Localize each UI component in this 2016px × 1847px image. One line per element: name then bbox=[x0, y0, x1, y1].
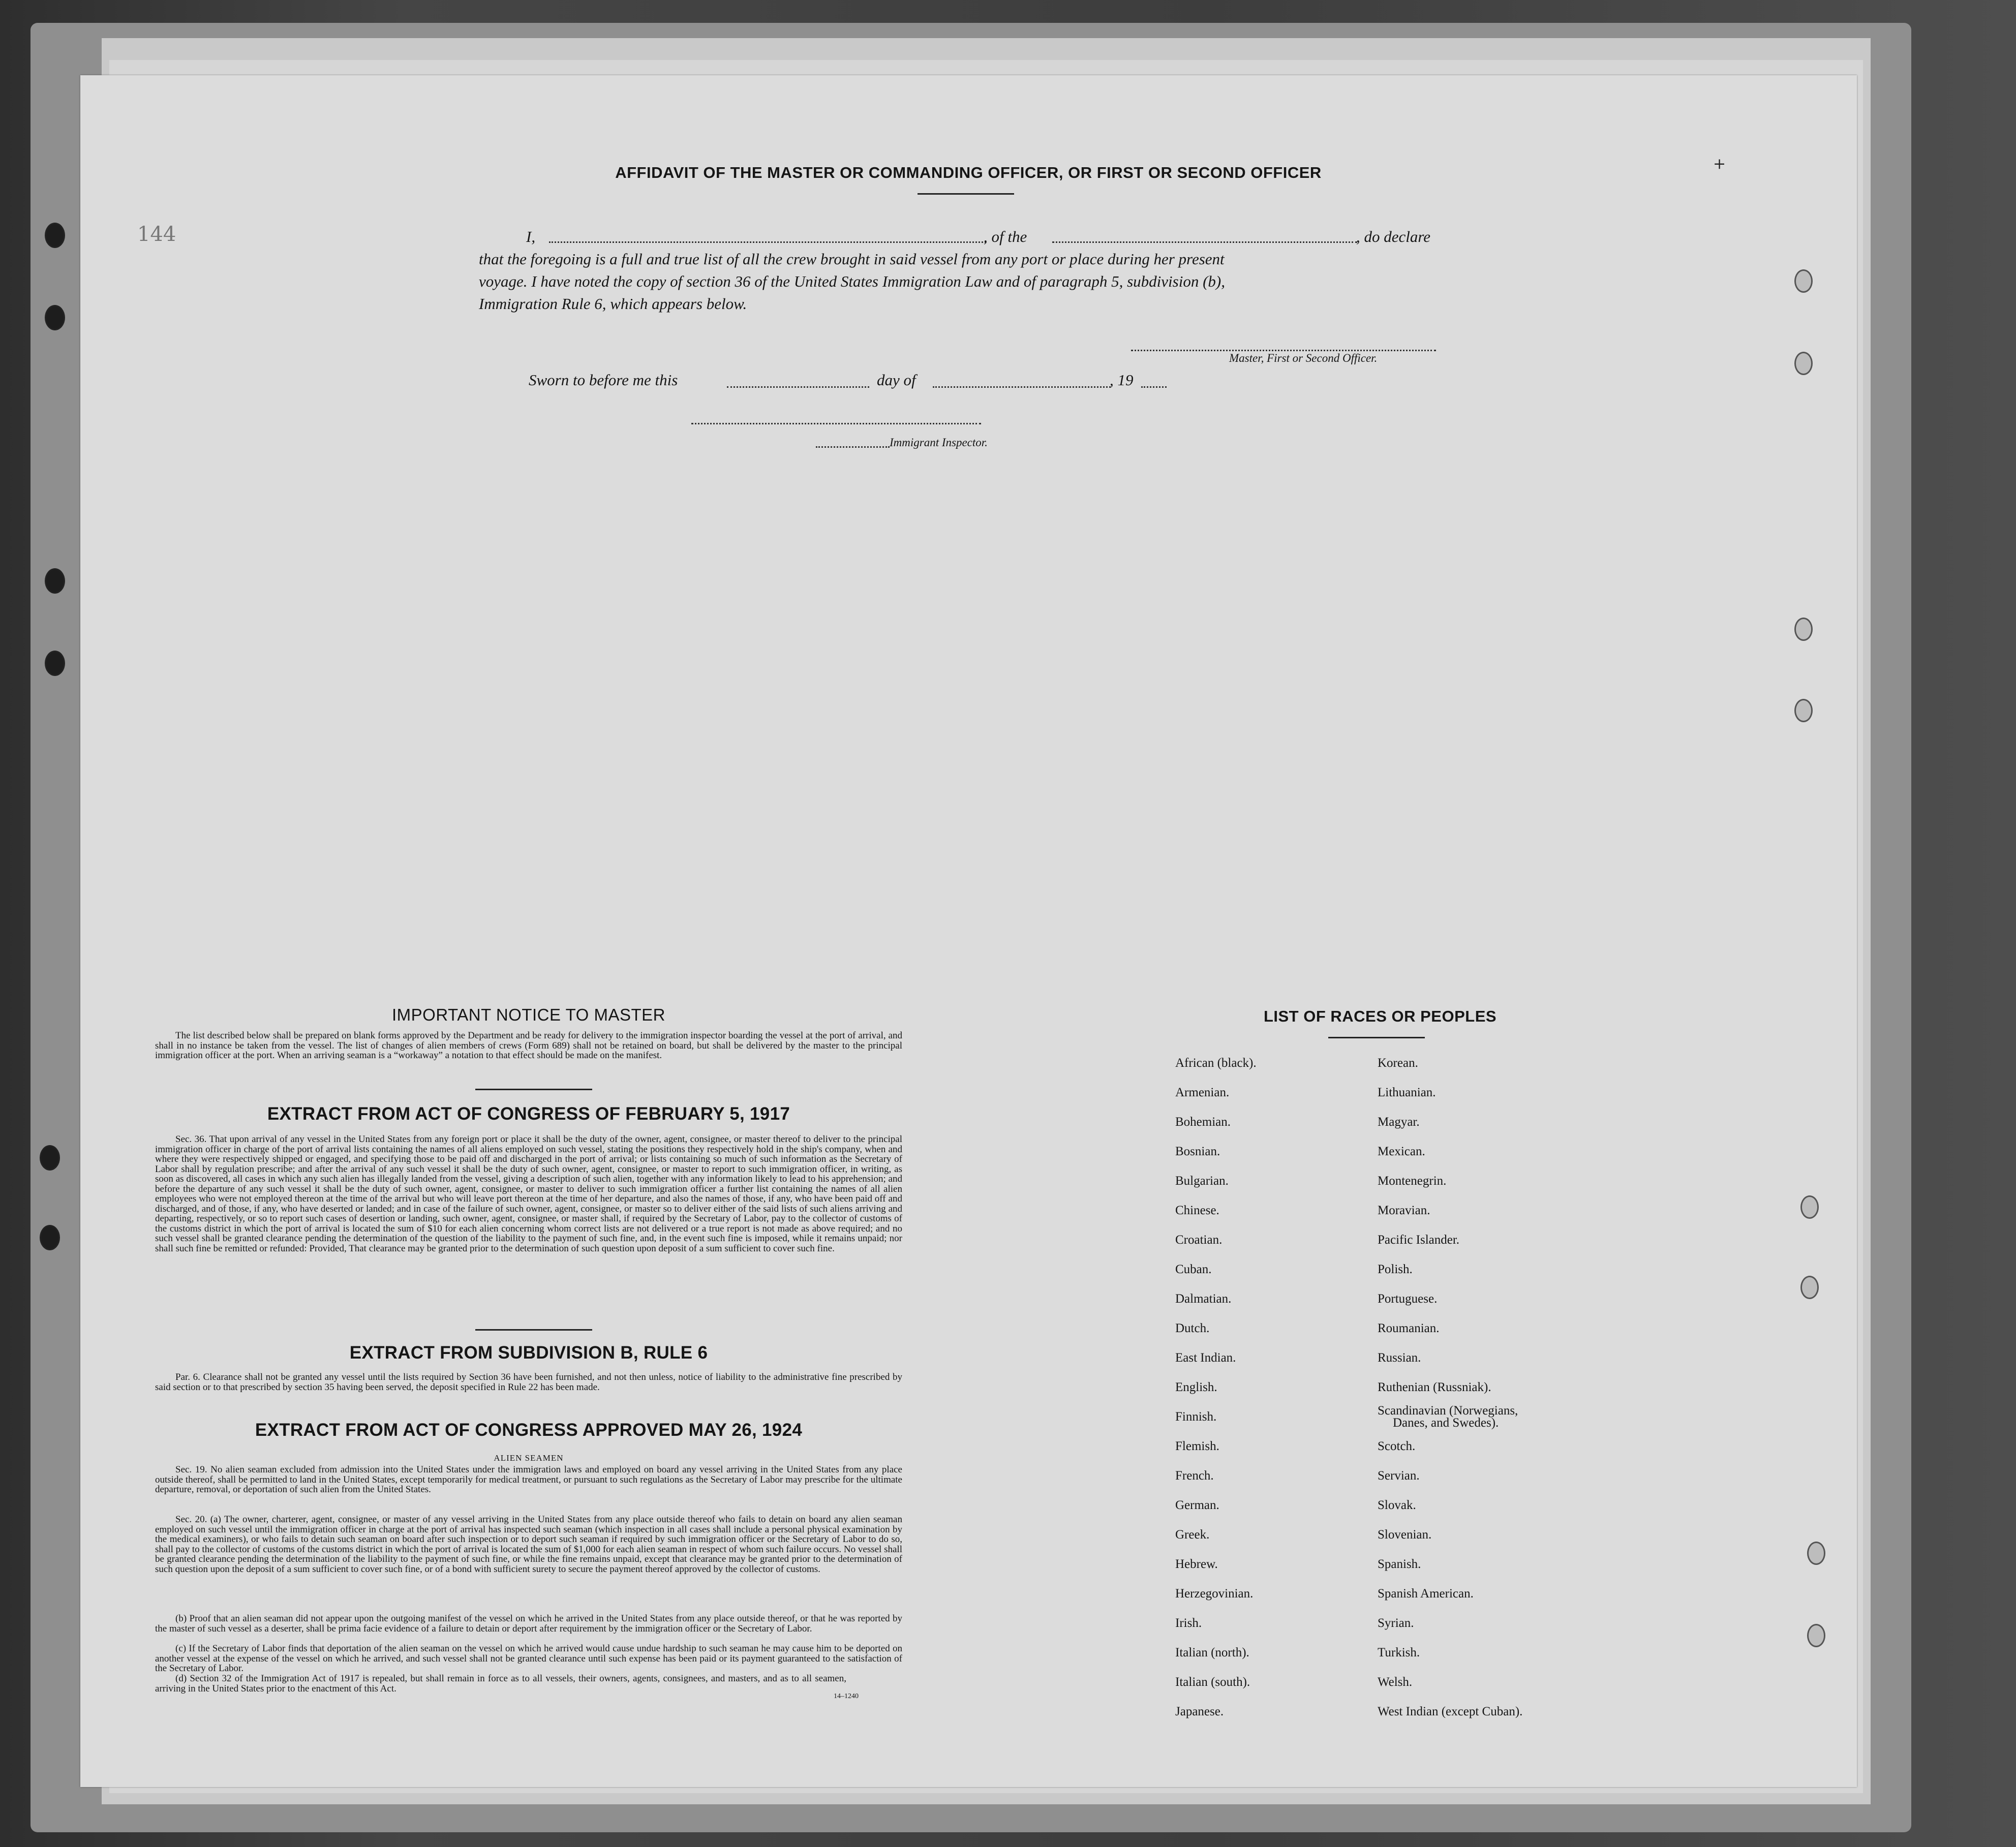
extract-1924-sec-20b: (b) Proof that an alien seaman did not appear upon the outgoing manifest of the vessel on which he arrived in the United States from any place outside thereof, or that he was reported by the master of such vessel as a deserter, shall be prima facie evidence of a failure to detain or deport after requirement by the immigration officer or the Secretary of Labor. bbox=[155, 1613, 902, 1634]
extract-1924-sec-19: Sec. 19. No alien seaman excluded from admission into the United States under the immigration laws and employed on board any vessel arriving in the United States from any place outside thereof, shall be permitted to land in the United States, except temporarily for medical treatment, or pursuant to such regulations as the Secretary of Labor may prescribe for the ultimate departure, removal, or deportation of such alien from the United States. bbox=[155, 1464, 902, 1495]
extract-1924-sec-20a: Sec. 20. (a) The owner, charterer, agent, consignee, or master of any vessel arriving in the United States from any place outside thereof who fails to detain on board any alien seaman employed on such vessel until the immigration officer in charge at the port of arrival has inspected such seaman (which inspection in all cases shall include a personal physical examination by the medical examiners), or who fails to detain such seaman on board after such inspection or to deport such seaman if required by such immigration officer or the Secretary of Labor to do so, shall pay to the collector of customs of the customs district in which the port of arrival is located the sum of $1,000 for each alien seaman in respect of whom such failure occurs. No vessel shall be granted clearance pending the determination of the liability to the payment of such fine, or while the fine remains unpaid, except that clearance may be granted prior to the determination of such question upon the deposit of a sum sufficient to cover such fine, or of a bond with sufficient surety to secure the payment thereof approved by the collector of customs. bbox=[155, 1514, 902, 1575]
race-left-item: Bulgarian. bbox=[1175, 1174, 1229, 1188]
corner-mark-icon: + bbox=[1713, 155, 1726, 173]
race-left-item: African (black). bbox=[1175, 1056, 1257, 1070]
race-left-item: Greek. bbox=[1175, 1528, 1210, 1542]
sworn-day-field[interactable] bbox=[727, 386, 869, 388]
sworn-year-field[interactable] bbox=[1141, 386, 1167, 388]
race-right-item: Mexican. bbox=[1378, 1145, 1425, 1158]
race-left-item: Croatian. bbox=[1175, 1233, 1223, 1247]
alien-seamen-heading: ALIEN SEAMEN bbox=[494, 1453, 564, 1463]
binder-ring-icon bbox=[45, 305, 65, 330]
master-signature-field[interactable] bbox=[1131, 350, 1436, 351]
notice-title: IMPORTANT NOTICE TO MASTER bbox=[391, 1005, 665, 1024]
form-number: 14–1240 bbox=[834, 1692, 859, 1700]
race-right-item: Moravian. bbox=[1378, 1204, 1430, 1217]
races-title-divider bbox=[1328, 1037, 1425, 1038]
section-divider bbox=[475, 1329, 592, 1331]
extract-1917-title: EXTRACT FROM ACT OF CONGRESS OF FEBRUARY 5, 1917 bbox=[267, 1104, 790, 1124]
race-left-item: East Indian. bbox=[1175, 1351, 1236, 1365]
binder-ring-icon bbox=[40, 1145, 60, 1171]
punch-hole-icon bbox=[1800, 1195, 1819, 1219]
punch-hole-icon bbox=[1794, 269, 1813, 293]
race-left-item: Armenian. bbox=[1175, 1086, 1230, 1099]
race-left-item: Bosnian. bbox=[1175, 1145, 1220, 1158]
rule-6-body: Par. 6. Clearance shall not be granted any vessel until the lists required by Section 36 have been furnished, and not then unless, notice of liability to the administrative fine prescribed by said section or to that prescribed by section 35 having been served, the deposit specified in Rule 22 has been made. bbox=[155, 1372, 902, 1393]
affidavit-of-the-label: , of the bbox=[984, 228, 1027, 245]
notice-body: The list described below shall be prepared on blank forms approved by the Department and be ready for delivery to the immigration inspector boarding the vessel at the port of arrival, and shall in no instance be taken from the vessel. The list of changes of alien members of crews (Form 689) shall not be retained on board, but shall be delivered by the master to the principal immigration officer at the port. When an arriving seaman is a “workaway” a notation to that effect should be made on the manifest. bbox=[155, 1030, 902, 1061]
binder-ring-icon bbox=[45, 223, 65, 248]
extract-1917-body: Sec. 36. That upon arrival of any vessel in the United States from any foreign port or place it shall be the duty of the owner, agent, consignee, or master thereof to deliver to the principal immigration officer in charge of the port of arrival lists containing the names of all aliens employed on such vessel, stating the positions they respectively hold in the ship's company, when and where they were respectively shipped or engaged, and specifying those to be paid off and discharged in the port of arrival; or lists containing so much of such information as the Secretary of Labor shall by regulation prescribe; and after the arrival of any such vessel it shall be the duty of such owner, agent, consignee, or master to report to such immigration officer, in writing, as soon as discovered, all cases in which any such alien has illegally landed from the vessel, giving a description of such alien, together with any information likely to lead to his apprehension; and before the departure of any such vessel it shall be the duty of such owner, agent, consignee, or master to deliver to such immigration officer a further list containing the names of all alien employees who were not employed thereon at the time of the arrival but who will leave port thereon at the time of her departure, and also the names of those, if any, who have been paid off and discharged, and of those, if any, who have deserted or landed; and in case of the failure of such owner, agent, consignee, or master so to deliver either of the said lists of such aliens arriving and departing, respectively, or so to report such cases of desertion or landing, such owner, agent, consignee, or master shall, if required by the Secretary of Labor, pay to the collector of customs of the customs district in which the port of arrival is located the sum of $10 for each alien concerning whom correct lists are not delivered or a true report is not made as above required; and no such vessel shall be granted clearance pending the determination of the question of the liability to the payment of such fine, and, in the event such fine is imposed, while it remains unpaid; nor shall such fine be remitted or refunded: Provided, That clearance may be granted prior to the determination of such question upon deposit of a sum sufficient to cover such fine. bbox=[155, 1134, 902, 1254]
race-right-item: Ruthenian (Russniak). bbox=[1378, 1380, 1491, 1394]
race-left-item: Italian (south). bbox=[1175, 1675, 1250, 1689]
punch-hole-icon bbox=[1807, 1542, 1825, 1565]
affidavit-i-label: I, bbox=[526, 228, 536, 245]
race-right-item: Slovak. bbox=[1378, 1498, 1416, 1512]
race-right-item: Spanish American. bbox=[1378, 1587, 1474, 1600]
race-left-item: Herzegovinian. bbox=[1175, 1587, 1254, 1600]
race-right-item: Lithuanian. bbox=[1378, 1086, 1436, 1099]
race-right-item: Montenegrin. bbox=[1378, 1174, 1447, 1188]
sworn-month-field[interactable] bbox=[933, 386, 1111, 388]
inspector-label: Immigrant Inspector. bbox=[890, 436, 988, 449]
punch-hole-icon bbox=[1794, 618, 1813, 641]
punch-hole-icon bbox=[1794, 699, 1813, 722]
inspector-name-field[interactable] bbox=[816, 446, 890, 448]
race-left-item: Finnish. bbox=[1175, 1410, 1217, 1424]
affiant-name-field[interactable] bbox=[549, 241, 986, 243]
race-right-item: Magyar. bbox=[1378, 1115, 1420, 1129]
section-divider bbox=[475, 1089, 592, 1090]
race-right-item: Scandinavian (Norwegians, bbox=[1378, 1404, 1518, 1418]
race-right-item: Servian. bbox=[1378, 1469, 1420, 1483]
race-left-item: Dutch. bbox=[1175, 1321, 1210, 1335]
race-left-item: Cuban. bbox=[1175, 1263, 1212, 1276]
race-left-item: Chinese. bbox=[1175, 1204, 1219, 1217]
race-right-item: Spanish. bbox=[1378, 1557, 1421, 1571]
race-left-item: Dalmatian. bbox=[1175, 1292, 1232, 1306]
binder-ring-icon bbox=[45, 568, 65, 594]
races-title: LIST OF RACES OR PEOPLES bbox=[1263, 1007, 1497, 1025]
sworn-label: Sworn to before me this bbox=[529, 371, 678, 389]
race-right-item: West Indian (except Cuban). bbox=[1378, 1705, 1523, 1718]
affidavit-title: AFFIDAVIT OF THE MASTER OR COMMANDING OFFICER, OR FIRST OR SECOND OFFICER bbox=[615, 164, 1322, 181]
race-right-item: Scotch. bbox=[1378, 1439, 1416, 1453]
race-right-item: Roumanian. bbox=[1378, 1321, 1440, 1335]
race-left-item: Irish. bbox=[1175, 1616, 1202, 1630]
race-right-item: Pacific Islander. bbox=[1378, 1233, 1460, 1247]
race-right-item: Polish. bbox=[1378, 1263, 1413, 1276]
race-right-item: Portuguese. bbox=[1378, 1292, 1438, 1306]
race-left-item: French. bbox=[1175, 1469, 1214, 1483]
race-left-item: Bohemian. bbox=[1175, 1115, 1231, 1129]
affidavit-title-divider bbox=[918, 193, 1014, 195]
affidavit-text-line-1: that the foregoing is a full and true list of all the crew brought in said vessel from any port or place during her present bbox=[479, 250, 1225, 268]
race-left-item: Japanese. bbox=[1175, 1705, 1224, 1718]
binder-ring-icon bbox=[40, 1225, 60, 1250]
race-left-item: Hebrew. bbox=[1175, 1557, 1218, 1571]
race-left-item: English. bbox=[1175, 1380, 1217, 1394]
sworn-year-label: , 19 bbox=[1110, 371, 1134, 389]
master-signature-label: Master, First or Second Officer. bbox=[1229, 352, 1378, 364]
race-right-item: Turkish. bbox=[1378, 1646, 1420, 1659]
sworn-day-of-label: day of bbox=[877, 371, 916, 389]
rule-6-title: EXTRACT FROM SUBDIVISION B, RULE 6 bbox=[349, 1343, 708, 1363]
margin-handwritten-number: 144 bbox=[137, 223, 176, 246]
affidavit-text-line-2: voyage. I have noted the copy of section 36 of the United States Immigration Law and of paragraph 5, subdivision (b), bbox=[479, 272, 1225, 290]
race-right-item: Slovenian. bbox=[1378, 1528, 1432, 1542]
race-left-item: German. bbox=[1175, 1498, 1219, 1512]
race-right-item: Russian. bbox=[1378, 1351, 1421, 1365]
inspector-signature-field[interactable] bbox=[691, 423, 981, 424]
affidavit-text-line-3: Immigration Rule 6, which appears below. bbox=[479, 295, 747, 313]
punch-hole-icon bbox=[1794, 352, 1813, 375]
race-right-item: Korean. bbox=[1378, 1056, 1418, 1070]
race-right-item: Syrian. bbox=[1378, 1616, 1414, 1630]
race-left-item: Flemish. bbox=[1175, 1439, 1219, 1453]
race-right-item-continued: Danes, and Swedes). bbox=[1393, 1416, 1499, 1430]
extract-1924-title: EXTRACT FROM ACT OF CONGRESS APPROVED MAY 26, 1924 bbox=[255, 1420, 803, 1440]
extract-1924-sec-20d: (d) Section 32 of the Immigration Act of 1917 is repealed, but shall remain in force as to all vessels, their owners, agents, consignees, and masters, and as to all seamen, arriving in the United States prior to the enactment of this Act. bbox=[155, 1673, 846, 1694]
race-left-item: Italian (north). bbox=[1175, 1646, 1249, 1659]
race-right-item: Welsh. bbox=[1378, 1675, 1413, 1689]
punch-hole-icon bbox=[1807, 1624, 1825, 1647]
binder-ring-icon bbox=[45, 651, 65, 676]
affidavit-declare-label: , do declare bbox=[1356, 228, 1431, 245]
vessel-name-field[interactable] bbox=[1052, 241, 1357, 243]
extract-1924-sec-20c: (c) If the Secretary of Labor finds that deportation of the alien seaman on the vessel on which he arrived would cause undue hardship to such seaman he may cause him to be deported on another vessel at the expense of the vessel on which he arrived, and such vessel shall not be granted clearance until such expense has been paid or its payment guaranteed to the satisfaction of the Secretary of Labor. bbox=[155, 1643, 902, 1674]
punch-hole-icon bbox=[1800, 1276, 1819, 1299]
